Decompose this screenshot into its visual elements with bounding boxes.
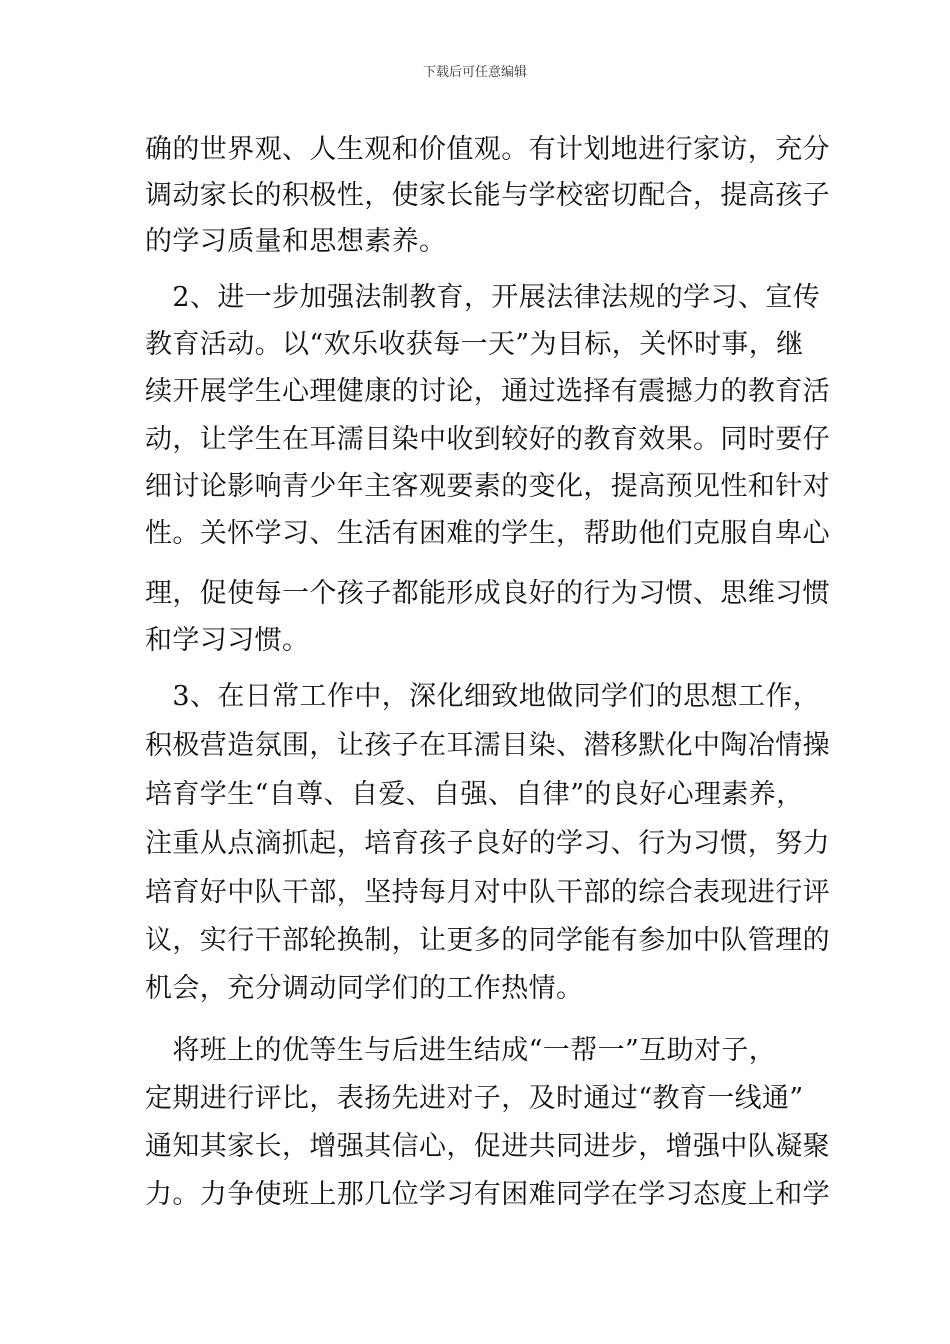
text-line: 培育好中队干部，坚持每月对中队干部的综合表现进行评 <box>145 877 830 908</box>
text-line: 注重从点滴抓起，培育孩子良好的学习、行为习惯，努力 <box>145 828 830 859</box>
text-line: 性。关怀学习、生活有困难的学生，帮助他们克服自卑心 <box>145 518 830 549</box>
text-line: 调动家长的积极性，使家长能与学校密切配合，提高孩子 <box>145 180 830 211</box>
text-line: 3、在日常工作中，深化细致地做同学们的思想工作， <box>145 681 821 712</box>
text-line: 定期进行评比，表扬先进对子，及时通过“教育一线通” <box>145 1083 804 1114</box>
page-header: 下载后可任意编辑 <box>422 65 527 80</box>
text-line: 的学习质量和思想素养。 <box>145 226 447 257</box>
text-line: 力。力争使班上那几位学习有困难同学在学习态度上和学 <box>145 1179 830 1210</box>
text-line: 积极营造氛围，让孩子在耳濡目染、潜移默化中陶冶情操 <box>145 730 830 761</box>
text-line: 通知其家长，增强其信心，促进共同进步，增强中队凝聚 <box>145 1131 830 1162</box>
text-line: 理，促使每一个孩子都能形成良好的行为习惯、思维习惯 <box>145 578 830 609</box>
text-line: 确的世界观、人生观和价值观。有计划地进行家访，充分 <box>145 134 830 165</box>
text-line: 议，实行干部轮换制，让更多的同学能有参加中队管理的 <box>145 925 830 956</box>
text-line: 和学习习惯。 <box>145 625 310 656</box>
text-line: 2、进一步加强法制教育，开展法律法规的学习、宣传 <box>145 282 821 313</box>
text-line: 细讨论影响青少年主客观要素的变化，提高预见性和针对 <box>145 471 830 502</box>
text-line: 培育学生“自尊、自爱、自强、自律”的良好心理素养， <box>145 779 804 810</box>
text-line: 续开展学生心理健康的讨论，通过选择有震撼力的教育活 <box>145 376 830 407</box>
text-line: 机会，充分调动同学们的工作热情。 <box>145 973 584 1004</box>
text-line: 将班上的优等生与后进生结成“一帮一”互助对子， <box>145 1035 777 1066</box>
text-line: 教育活动。以“欢乐收获每一天”为目标，关怀时事，继 <box>145 329 804 360</box>
text-line: 动，让学生在耳濡目染中收到较好的教育效果。同时要仔 <box>145 424 830 455</box>
